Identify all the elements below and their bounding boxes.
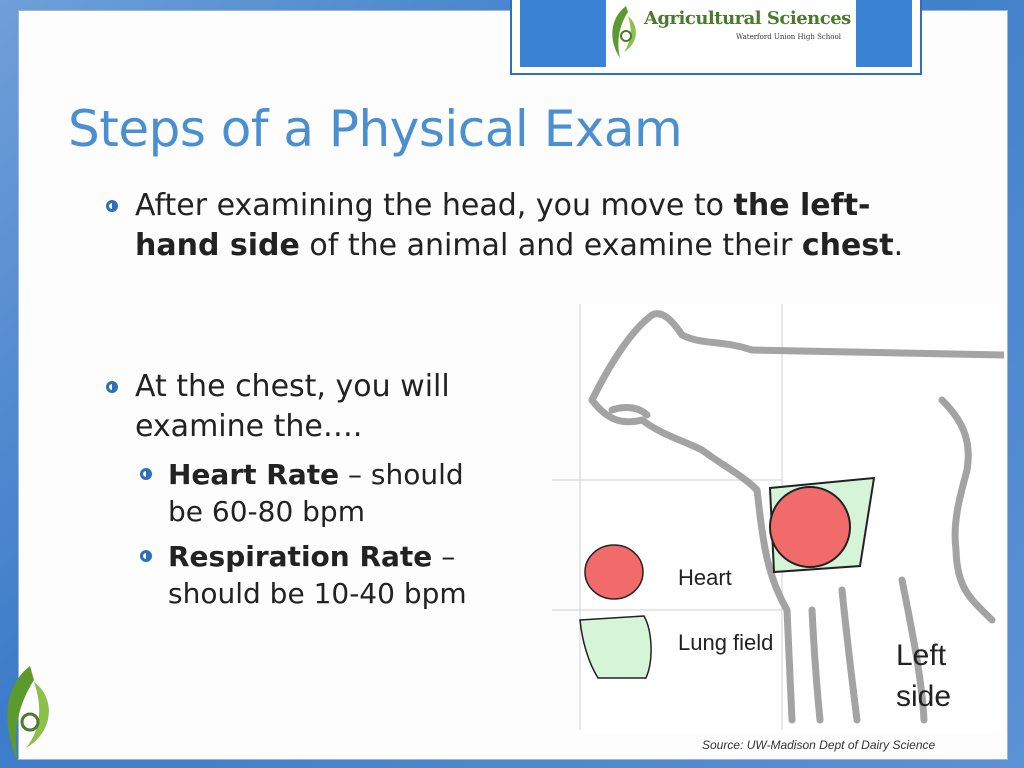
leaf-logo-icon <box>606 2 646 64</box>
sub-bullet-respiration-rate <box>168 538 508 612</box>
sub-bullet-text: – should be 10-40 bpm <box>168 540 467 610</box>
sub-bullet-bold-text: Heart Rate <box>168 458 340 491</box>
bullet-1 <box>135 186 935 266</box>
sub-bullet-text: – should be 60-80 bpm <box>168 458 464 528</box>
sub-bullet-heart-rate <box>168 456 498 530</box>
sub-bullet-icon <box>140 468 152 480</box>
slide-title: Steps of a Physical Exam <box>68 100 683 158</box>
legend-lung-label: Lung field <box>678 630 774 655</box>
bullet-bold-text: the left-hand side <box>135 188 871 263</box>
side-label-line2: side <box>896 680 952 713</box>
logo-subtitle: Waterford Union High School <box>736 33 841 41</box>
legend-heart-swatch <box>585 545 643 599</box>
bullet-text: . <box>893 228 904 263</box>
legend-heart-label: Heart <box>678 565 732 590</box>
side-label-line1: Left <box>896 639 947 672</box>
sub-bullet-bold-text: Respiration Rate <box>168 540 433 573</box>
logo-background <box>520 0 912 67</box>
bullet-icon <box>106 381 118 393</box>
bullet-text: of the animal and examine their <box>299 228 802 263</box>
heart-shape <box>770 487 850 567</box>
leaf-logo-icon <box>0 662 62 768</box>
bullet-bold-text: chest <box>801 228 894 263</box>
bullet-text: After examining the head, you move to <box>135 188 734 223</box>
bullet-text: At the chest, you will examine the…. <box>135 369 450 444</box>
cow-chest-diagram <box>552 290 1004 740</box>
logo-banner <box>510 0 922 75</box>
logo-panel <box>606 0 856 67</box>
sub-bullet-icon <box>140 550 152 562</box>
source-citation: Source: UW-Madison Dept of Dairy Science <box>702 738 936 752</box>
logo-title: Agricultural Sciences <box>644 8 851 29</box>
bullet-icon <box>106 200 118 212</box>
bullet-2 <box>135 367 515 447</box>
